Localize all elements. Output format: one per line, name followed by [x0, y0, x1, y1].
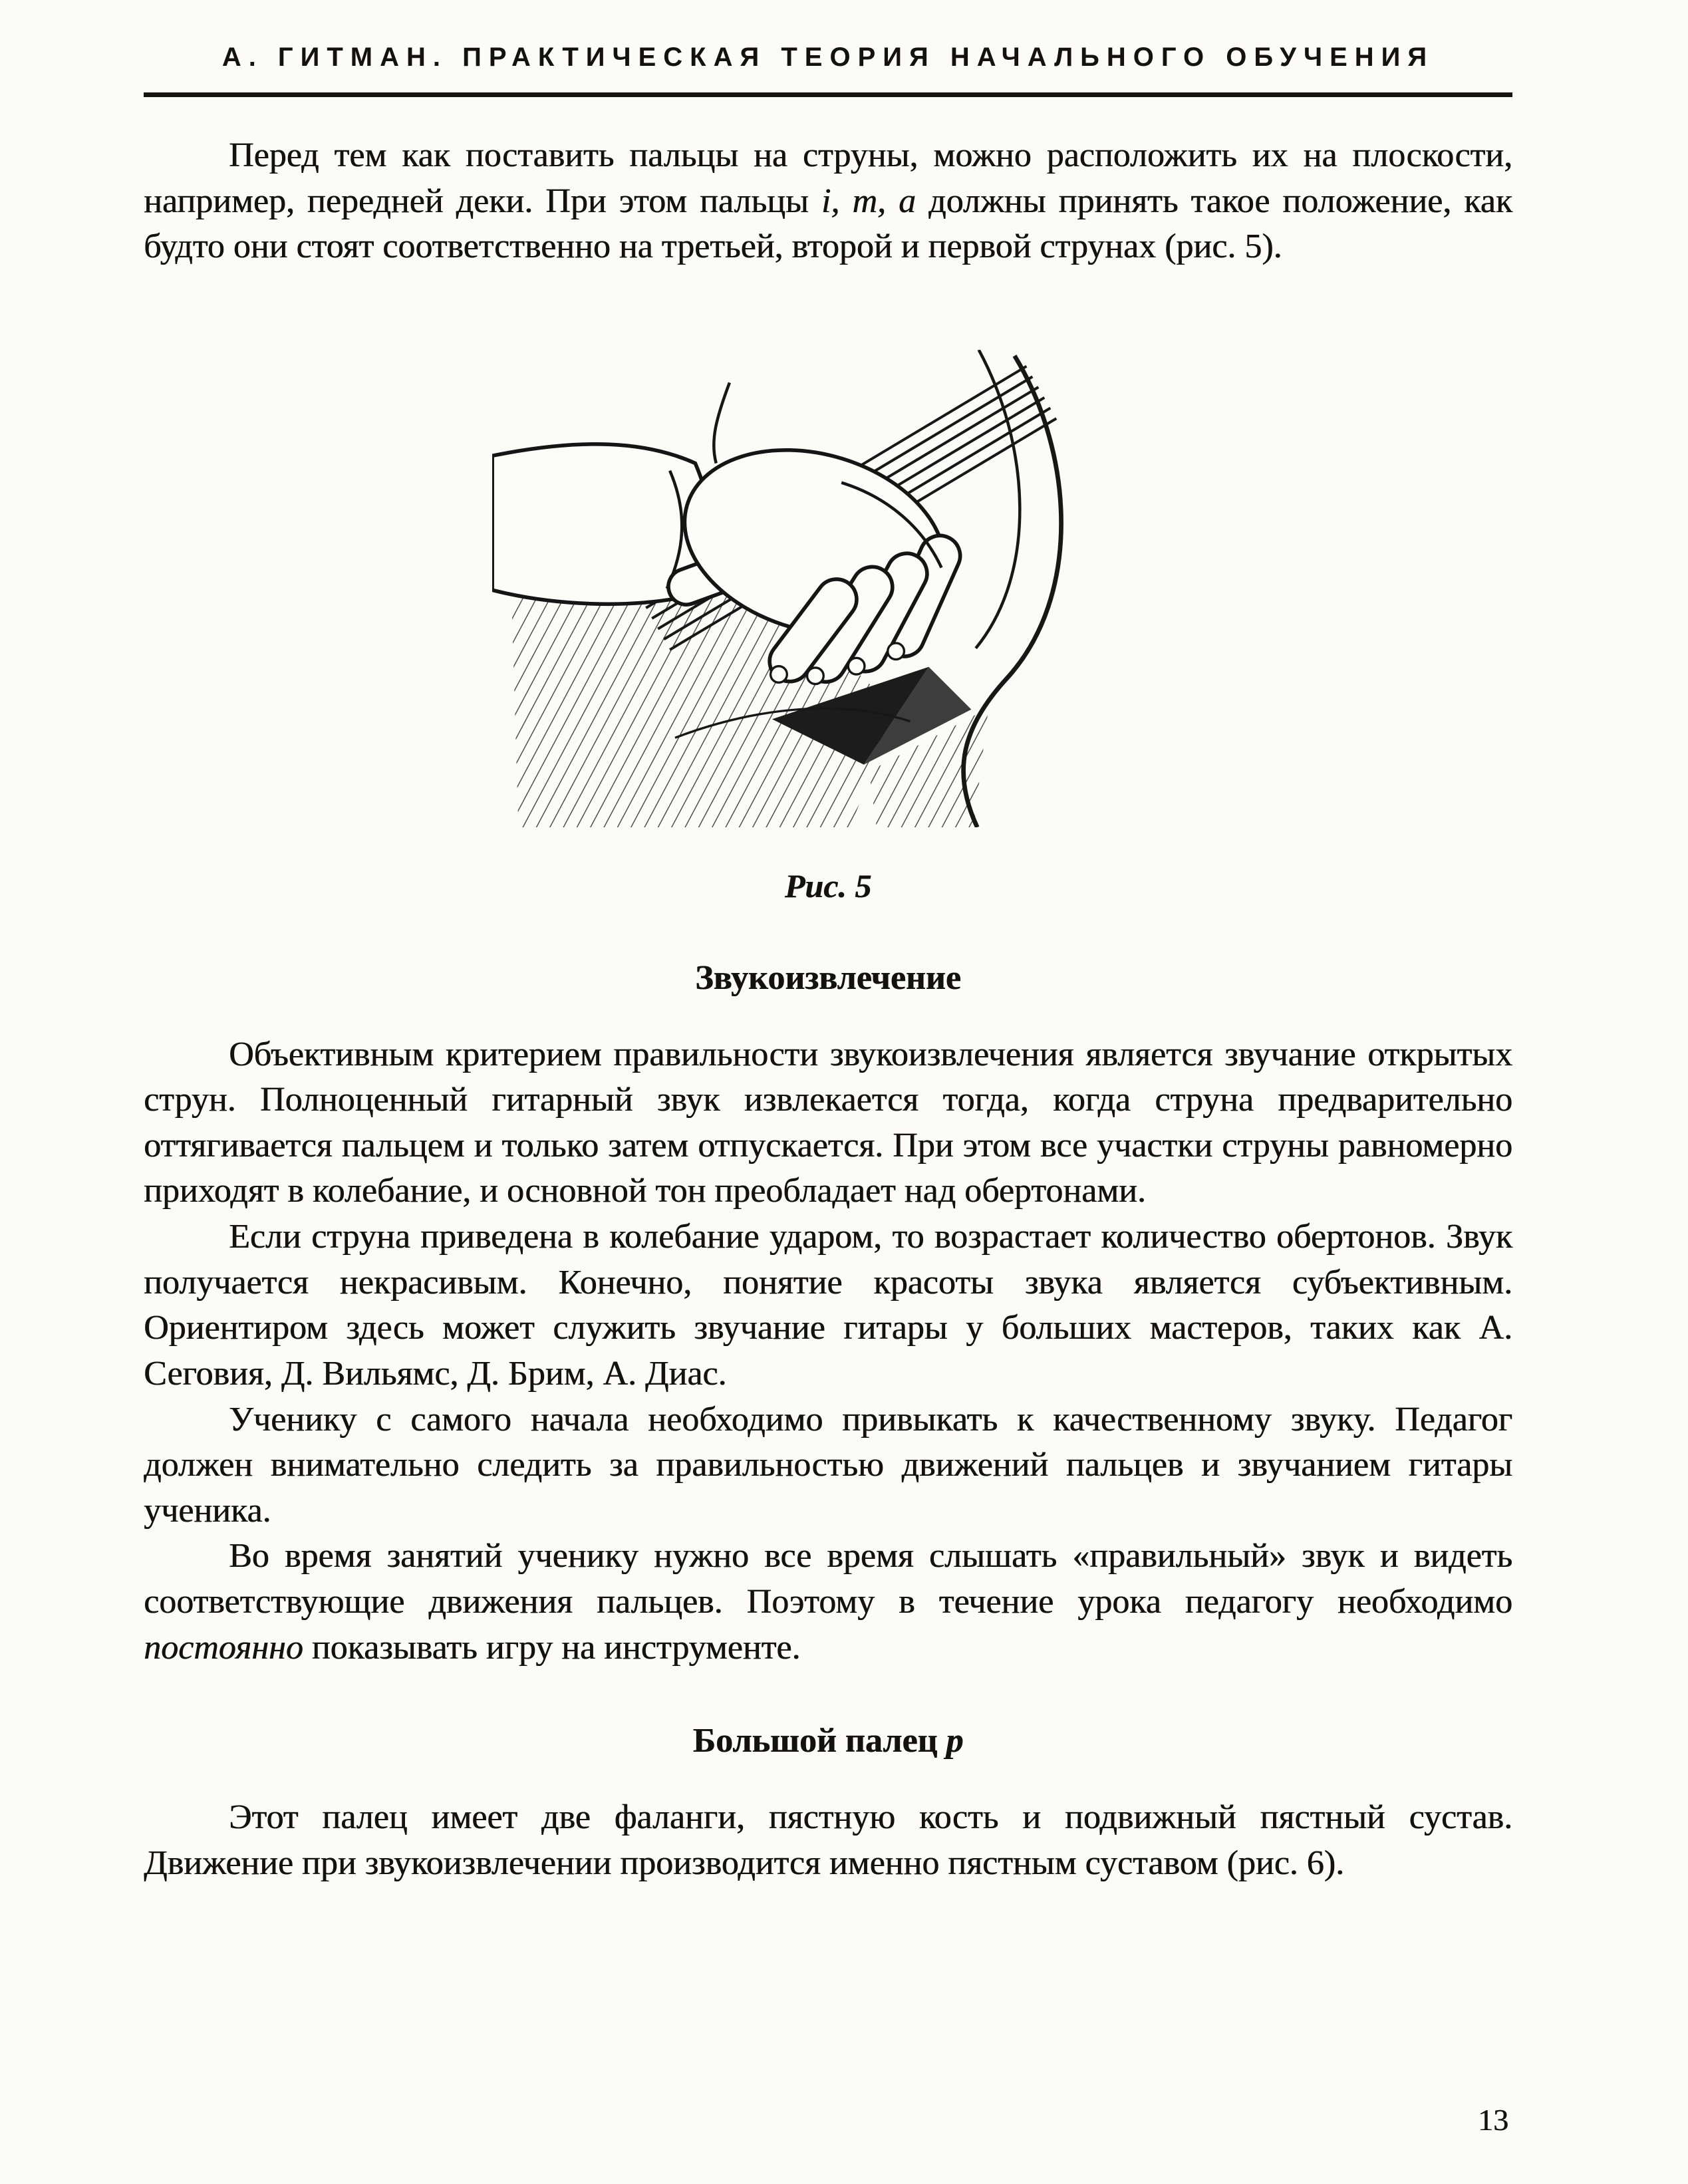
intro-paragraph: [144, 133, 1512, 270]
page-body: [144, 133, 1512, 1886]
sound-paragraph-2: Если струна приведена в колебание ударом, то возрастает количество обертонов. Звук получается некрасивым. Конечно, понятие красоты звука является субъективным. Ориентиром здесь может служить звучание гитары у больших мастеров, таких как А. Сеговия, Д. Вильямс, Д. Брим, А. Диас.: [144, 1218, 1512, 1393]
emphasis-constantly: постоянно: [144, 1628, 303, 1667]
thumb-paragraph-1: Этот палец имеет две фаланги, пястную кость и подвижный пястный сустав. Движение при звукоизвлечении производится именно пястным суставом (рис. 6).: [144, 1798, 1512, 1882]
sound-text-b: показывать игру на инструменте.: [303, 1628, 801, 1667]
sound-paragraph-4: [144, 1534, 1512, 1671]
header-rule: [144, 92, 1512, 97]
sound-paragraph-3: Ученику с самого начала необходимо привыкать к качественному звуку. Педагог должен внимательно следить за правильностью движений пальцев и звучанием гитары ученика.: [144, 1400, 1512, 1530]
figure-caption: Рис. 5: [784, 867, 872, 904]
finger-symbols: i, m, a: [821, 182, 916, 220]
sound-text-a: Во время занятий ученику нужно все время слышать «правильный» звук и видеть соответствующие движения пальцев. Поэтому в течение урока педагогу необходимо: [144, 1537, 1512, 1621]
intro-text-b: должны принять такое положение, как будто они стоят соответственно на третьей, второй и первой струнах (рис. 5).: [144, 182, 1512, 266]
section-heading-sound: Звукоизвлечение: [695, 958, 961, 997]
sound-paragraph-1: Объективным критерием правильности звукоизвлечения является звучание открытых струн. Полноценный гитарный звук извлекается тогда, когда струна предварительно оттягивается пальцем и только затем отпускается. При этом все участки струны равномерно приходят в колебание, и основной тон преобладает над обертонами.: [144, 1035, 1512, 1210]
thumb-symbol: p: [946, 1722, 964, 1760]
section-heading-thumb: [144, 1718, 1512, 1764]
guitar-hand-illustration: [492, 350, 1164, 827]
page-header: [144, 43, 1512, 97]
page-number: 13: [1478, 2103, 1508, 2137]
figure-5: [144, 350, 1512, 908]
thumb-heading-text: Большой палец: [692, 1722, 946, 1760]
running-head: А. ГИТМАН. ПРАКТИЧЕСКАЯ ТЕОРИЯ НАЧАЛЬНОГО ОБУЧЕНИЯ: [221, 43, 1435, 72]
intro-text-a: Перед тем как поставить пальцы на струны, можно расположить их на плоскости, например, передней деки. При этом пальцы: [144, 136, 1512, 220]
